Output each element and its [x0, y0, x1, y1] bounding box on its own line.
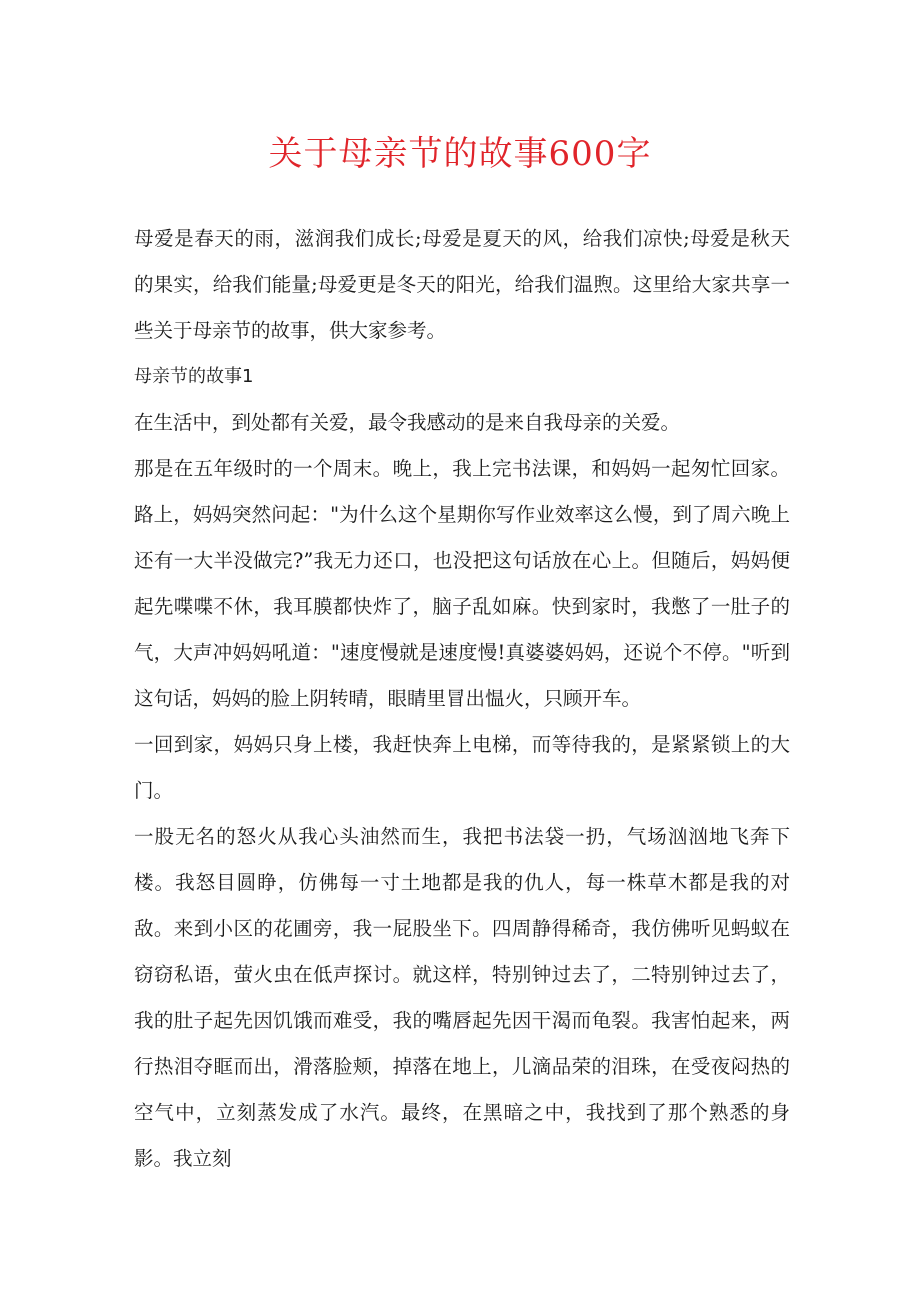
- story-heading: 母亲节的故事1: [134, 366, 254, 387]
- document-body: [134, 216, 790, 1182]
- story-paragraph: 在生活中，到处都有关爱，最令我感动的是来自我母亲的关爱。: [134, 411, 681, 434]
- intro-paragraph: 母爱是春天的雨，滋润我们成长;母爱是夏天的风，给我们凉快;母爱是秋天的果实，给我们能量;母爱更是冬天的阳光，给我们温煦。这里给大家共享一些关于母亲节的故事，供大家参考。: [134, 227, 790, 342]
- document-title: 关于母亲节的故事600字: [268, 134, 652, 174]
- story-paragraph: 那是在五年级时的一个周末。晚上，我上完书法课，和妈妈一起匆忙回家。路上，妈妈突然问起："为什么这个星期你写作业效率这么慢，到了周六晚上还有一大半没做完?”我无力还口，也没把这句话放在心上。但随后，妈妈便起先喋喋不休，我耳膜都快炸了，脑子乱如麻。快到家时，我憋了一肚子的气，大声冲妈妈吼道："速度慢就是速度慢!真婆婆妈妈，还说个不停。"听到这句话，妈妈的脸上阴转晴，眼睛里冒出愠火，只顾开车。: [134, 457, 790, 710]
- story-paragraph: 一回到家，妈妈只身上楼，我赶快奔上电梯，而等待我的，是紧紧锁上的大门。: [134, 733, 790, 802]
- story-paragraph: 一股无名的怒火从我心头油然而生，我把书法袋一扔，气场汹汹地飞奔下楼。我怒目圆睁，仿佛每一寸土地都是我的仇人，每一株草木都是我的对敌。来到小区的花圃旁，我一屁股坐下。四周静得稀奇，我仿佛听见蚂蚁在窃窃私语，萤火虫在低声探讨。就这样，特别钟过去了，二特别钟过去了，我的肚子起先因饥饿而难受，我的嘴唇起先因干渴而龟裂。我害怕起来，两行热泪夺眶而出，滑落脸颊，掉落在地上，儿滴品荣的泪珠，在受夜闷热的空气中，立刻蒸发成了水汽。最终，在黑暗之中，我找到了那个熟悉的身影。我立刻: [134, 825, 790, 1170]
